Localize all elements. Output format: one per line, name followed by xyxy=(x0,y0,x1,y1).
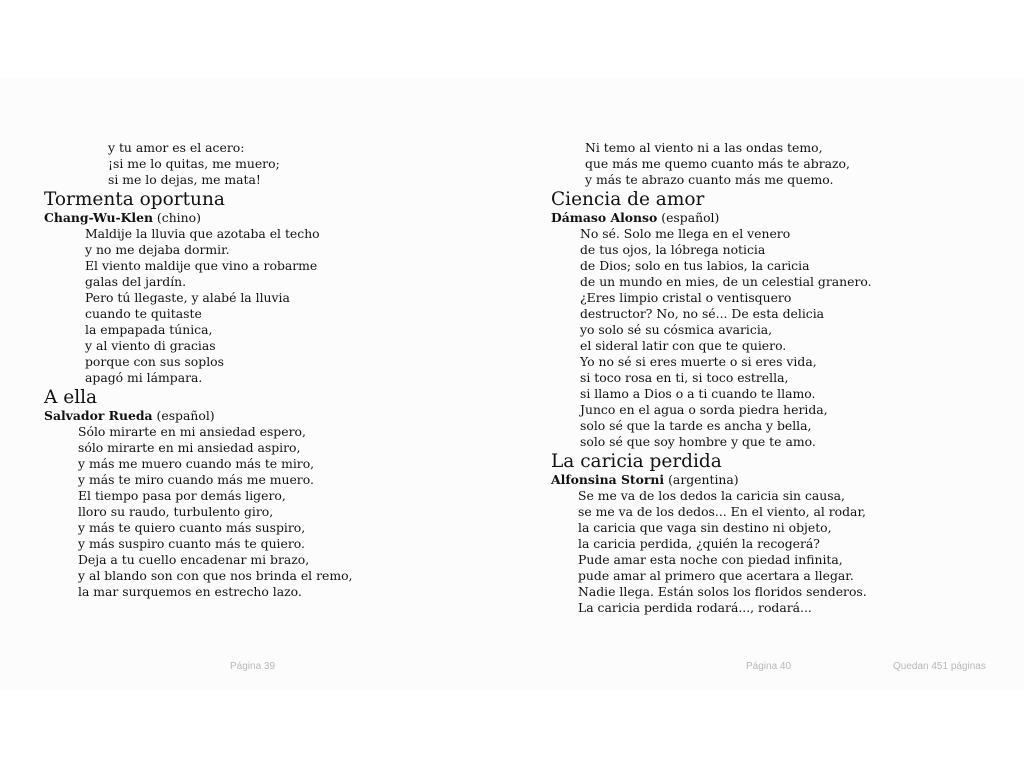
verse-line: ¿Eres limpio cristal o ventisquero xyxy=(580,290,792,305)
poem-verses xyxy=(44,226,484,386)
page-number-left: Página 39 xyxy=(230,661,276,672)
verse-line: si toco rosa en ti, si toco estrella, xyxy=(580,370,789,385)
poem-author xyxy=(551,210,991,226)
poem-title: La caricia perdida xyxy=(551,451,722,472)
poem-author xyxy=(44,210,484,226)
verse-line: Pero tú llegaste, y alabé la lluvia xyxy=(85,290,290,305)
verse-line: lloro su raudo, turbulento giro, xyxy=(78,504,274,519)
verse-line: sólo mirarte en mi ansiedad aspiro, xyxy=(78,440,301,455)
verse-line: Junco en el agua o sorda piedra herida, xyxy=(580,402,828,417)
pages-remaining: Quedan 451 páginas xyxy=(893,661,986,672)
verse-line: No sé. Solo me llega en el venero xyxy=(580,226,791,241)
verse-line: pude amar al primero que acertara a llegar. xyxy=(578,568,854,583)
verse-line: galas del jardín. xyxy=(85,274,187,289)
poem-title: A ella xyxy=(44,387,98,408)
verse-line: ¡si me lo quitas, me muero; xyxy=(108,156,280,171)
verse-line: de un mundo en mies, de un celestial granero. xyxy=(580,274,872,289)
verse-line: destructor? No, no sé... De esta delicia xyxy=(580,306,825,321)
page-number-right: Página 40 xyxy=(746,661,792,672)
author-name: Dámaso Alonso xyxy=(551,210,658,225)
verse-line: apagó mi lámpara. xyxy=(85,370,203,385)
verse-line: si llamo a Dios o a ti cuando te llamo. xyxy=(580,386,816,401)
verse-line: y al viento di gracias xyxy=(85,338,216,353)
poem-verses xyxy=(551,488,991,616)
poem-title: Ciencia de amor xyxy=(551,189,705,210)
poem-verses xyxy=(44,424,484,600)
author-name: Alfonsina Storni xyxy=(551,472,665,487)
verse-line: y más me muero cuando más te miro, xyxy=(78,456,315,471)
verse-line: que más me quemo cuanto más te abrazo, xyxy=(585,156,850,171)
verse-line: Deja a tu cuello encadenar mi brazo, xyxy=(78,552,310,567)
verse-line: se me va de los dedos... En el viento, al rodar, xyxy=(578,504,866,519)
author-origin: (español) xyxy=(156,408,215,423)
poem-title: Tormenta oportuna xyxy=(44,189,225,210)
verse-line: El viento maldije que vino a robarme xyxy=(85,258,318,273)
right-page[interactable] xyxy=(551,140,991,616)
verse-line: la caricia perdida, ¿quién la recogerá? xyxy=(578,536,820,551)
continued-verses xyxy=(551,140,991,188)
verse-line: Yo no sé si eres muerte o si eres vida, xyxy=(580,354,817,369)
poem-verses xyxy=(551,226,991,450)
verse-line: y tu amor es el acero: xyxy=(108,140,245,155)
verse-line: de tus ojos, la lóbrega noticia xyxy=(580,242,766,257)
verse-line: y más suspiro cuanto más te quiero. xyxy=(78,536,305,551)
verse-line: y al blando son con que nos brinda el remo, xyxy=(78,568,353,583)
verse-line: Pude amar esta noche con piedad infinita, xyxy=(578,552,843,567)
author-name: Salvador Rueda xyxy=(44,408,153,423)
verse-line: porque con sus soplos xyxy=(85,354,224,369)
verse-line: si me lo dejas, me mata! xyxy=(108,172,261,187)
verse-line: Se me va de los dedos la caricia sin causa, xyxy=(578,488,845,503)
verse-line: yo solo sé su cósmica avaricia, xyxy=(580,322,773,337)
verse-line: Maldije la lluvia que azotaba el techo xyxy=(85,226,320,241)
verse-line: cuando te quitaste xyxy=(85,306,202,321)
verse-line: Nadie llega. Están solos los floridos senderos. xyxy=(578,584,867,599)
verse-line: y no me dejaba dormir. xyxy=(85,242,230,257)
author-origin: (chino) xyxy=(156,210,201,225)
verse-line: de Dios; solo en tus labios, la caricia xyxy=(580,258,810,273)
verse-line: El tiempo pasa por demás ligero, xyxy=(78,488,286,503)
author-origin: (argentina) xyxy=(668,472,739,487)
verse-line: La caricia perdida rodará..., rodará... xyxy=(578,600,812,615)
author-origin: (español) xyxy=(661,210,720,225)
verse-line: y más te quiero cuanto más suspiro, xyxy=(78,520,306,535)
poem-author xyxy=(44,408,484,424)
verse-line: el sideral latir con que te quiero. xyxy=(580,338,787,353)
verse-line: Sólo mirarte en mi ansiedad espero, xyxy=(78,424,306,439)
verse-line: solo sé que la tarde es ancha y bella, xyxy=(580,418,812,433)
verse-line: la empapada túnica, xyxy=(85,322,213,337)
verse-line: Ni temo al viento ni a las ondas temo, xyxy=(585,140,823,155)
continued-verses xyxy=(44,140,484,188)
author-name: Chang-Wu-Klen xyxy=(44,210,153,225)
poem-author xyxy=(551,472,991,488)
verse-line: solo sé que soy hombre y que te amo. xyxy=(580,434,816,449)
verse-line: y más te abrazo cuanto más me quemo. xyxy=(585,172,834,187)
verse-line: la mar surquemos en estrecho lazo. xyxy=(78,584,302,599)
verse-line: la caricia que vaga sin destino ni objeto, xyxy=(578,520,832,535)
left-page[interactable] xyxy=(44,140,484,600)
verse-line: y más te miro cuando más me muero. xyxy=(78,472,314,487)
